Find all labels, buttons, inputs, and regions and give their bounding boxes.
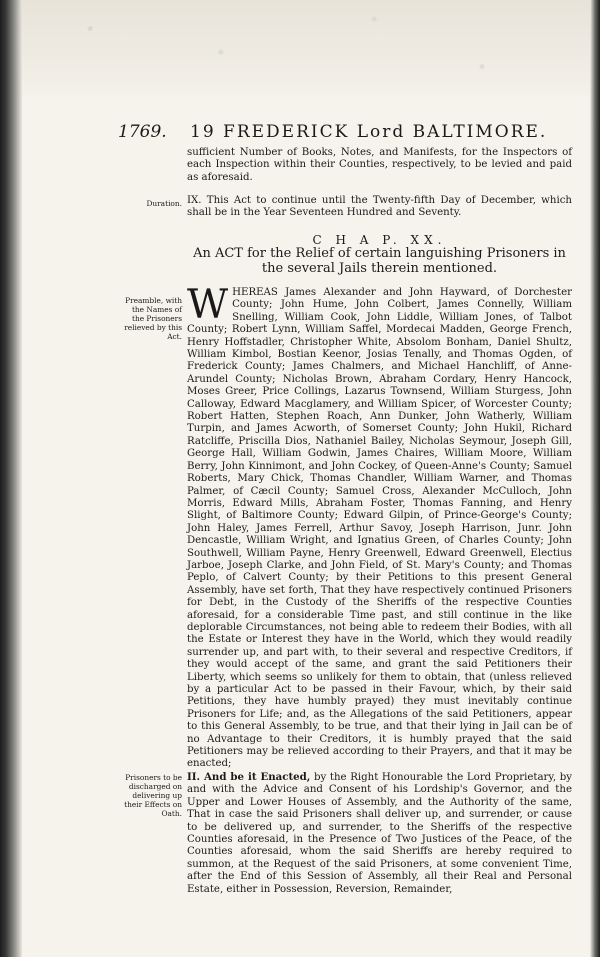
section2-margin-note: Prisoners to be discharged on delivering up their Effects on Oath. xyxy=(124,773,182,818)
preamble-margin-note: Preamble, with the Names of the Prisoners relieved by this Act. xyxy=(124,296,182,341)
section2-heading: II. And be it Enacted, xyxy=(187,771,311,783)
continuation-text: sufficient Number of Books, Notes, and Manifests, for the Inspectors of each Inspection within their Counties, respectively, to be levied and paid as aforesaid. xyxy=(187,147,572,183)
chapter-label: C H A P. XX. xyxy=(312,233,447,247)
act-title: An ACT for the Relief of certain languishing Prisoners in the several Jails therein mentioned. xyxy=(193,246,566,276)
blank-top-margin xyxy=(22,0,590,95)
duration-paragraph xyxy=(187,195,572,220)
preamble-paragraph xyxy=(187,282,572,771)
continuation-paragraph xyxy=(187,147,572,184)
page-year: 1769. xyxy=(118,122,167,142)
duration-margin-note: Duration. xyxy=(146,199,182,208)
page-edge-shadow xyxy=(590,0,600,957)
page-header xyxy=(118,122,578,144)
page-binding-shadow xyxy=(0,0,22,957)
section2-text: by the Right Honourable the Lord Proprietary, by and with the Advice and Consent of his Lordship's Governor, and the Upper and Lower Houses of Assembly, and the Authority of the same, That in case the said Prisoners shall deliver up, and surrender, or cause to be delivered up, and surrender, to the Sheriffs of the respective Counties aforesaid, in the Presence of Two Justices of the Peace, of the Counties aforesaid, whom the said Sheriffs are hereby required to summon, at the Request of the said Prisoners, at some convenient Time, after the End of this Session of Assembly, all their Real and Personal Estate, either in Possession, Reversion, Remainder, xyxy=(187,772,572,895)
preamble-text: HEREAS James Alexander and John Hayward, of Dorchester County; John Hume, John Colbert, James Connelly, William Snelling, William Cook, John Liddle, William Jones, of Talbot County; Robert Lynn, William Saffel, Mordecai Madden, George French, Henry Hoffstadler, Christopher White, Absolom Bonham, Daniel Shultz, William Kimbol, Bostian Keenor, Josias Tenally, and Thomas Ogden, of Frederick County; James Chalmers, and Michael Hanchliff, of Anne-Arundel County; Nicholas Brown, Abraham Cordary, Henry Hancock, Moses Greer, Price Collings, Lazarus Townsend, William Sturgess, John Calloway, Edward Macglamery, and William Spicer, of Worcester County; Robert Hatten, Stephen Roach, Ann Dunker, John Watherly, William Turpin, and James Acworth, of Somerset County; John Hukil, Richard Ratcliffe, Priscilla Dios, Nathaniel Bailey, Nicholas Seymour, Joseph Gill, George Hall, William Godwin, James Chaires, William Moore, William Berry, John Kinnimont, and John Cockey, of Queen-Anne's County; Samuel Roberts, Mary Chick, Thomas Chandler, William Warner, and Thomas Palmer, of Cæcil County; Samuel Cross, Alexander McCulloch, John Morris, Edward Mills, Abraham Foster, Thomas Fanning, and Henry Slight, of Baltimore County; Edward Gilpin, of Prince-George's County; John Haley, James Ferrell, Arthur Savoy, Joseph Harrison, Junr. John Dencastle, William Wright, and Ignatius Green, of Charles County; John Southwell, William Payne, Henry Greenwell, Edward Greenwell, Electius Jarboe, Joseph Clarke, and John Field, of St. Mary's County; and Thomas Peplo, of Calvert County; by their Petitions to this present General Assembly, have set forth, That they have respectively continued Prisoners for Debt, in the Custody of the Sheriffs of the respective Counties aforesaid, for a considerable Time past, and still continue in the like deplorable Circumstances, not being able to redeem their Bodies, with all the Estate or Interest they have in the World, which they would readily surrender up, and part with, to their several and respective Creditors, if they would accept of the same, and grant the said Petitioners their Liberty, which seems so unlikely for them to obtain, that (unless relieved by a particular Act to be passed in their Favour, which, by their said Petitions, they have humbly prayed) they must inevitably continue Prisoners for Life; and, as the Allegations of the said Petitioners, appear to this General Assembly, to be true, and that their lying in Jail can be of no Advantage to their Creditors, it is humbly prayed that the said Petitioners may be relieved according to their Prayers, and that it may be enacted; xyxy=(187,287,572,770)
running-title: 19 FREDERICK Lord BALTIMORE. xyxy=(190,122,548,142)
duration-text: IX. This Act to continue until the Twenty-fifth Day of December, which shall be in the Year Seventeen Hundred and Seventy. xyxy=(187,195,572,219)
section2-paragraph xyxy=(187,771,572,896)
drop-cap: W xyxy=(187,282,229,328)
